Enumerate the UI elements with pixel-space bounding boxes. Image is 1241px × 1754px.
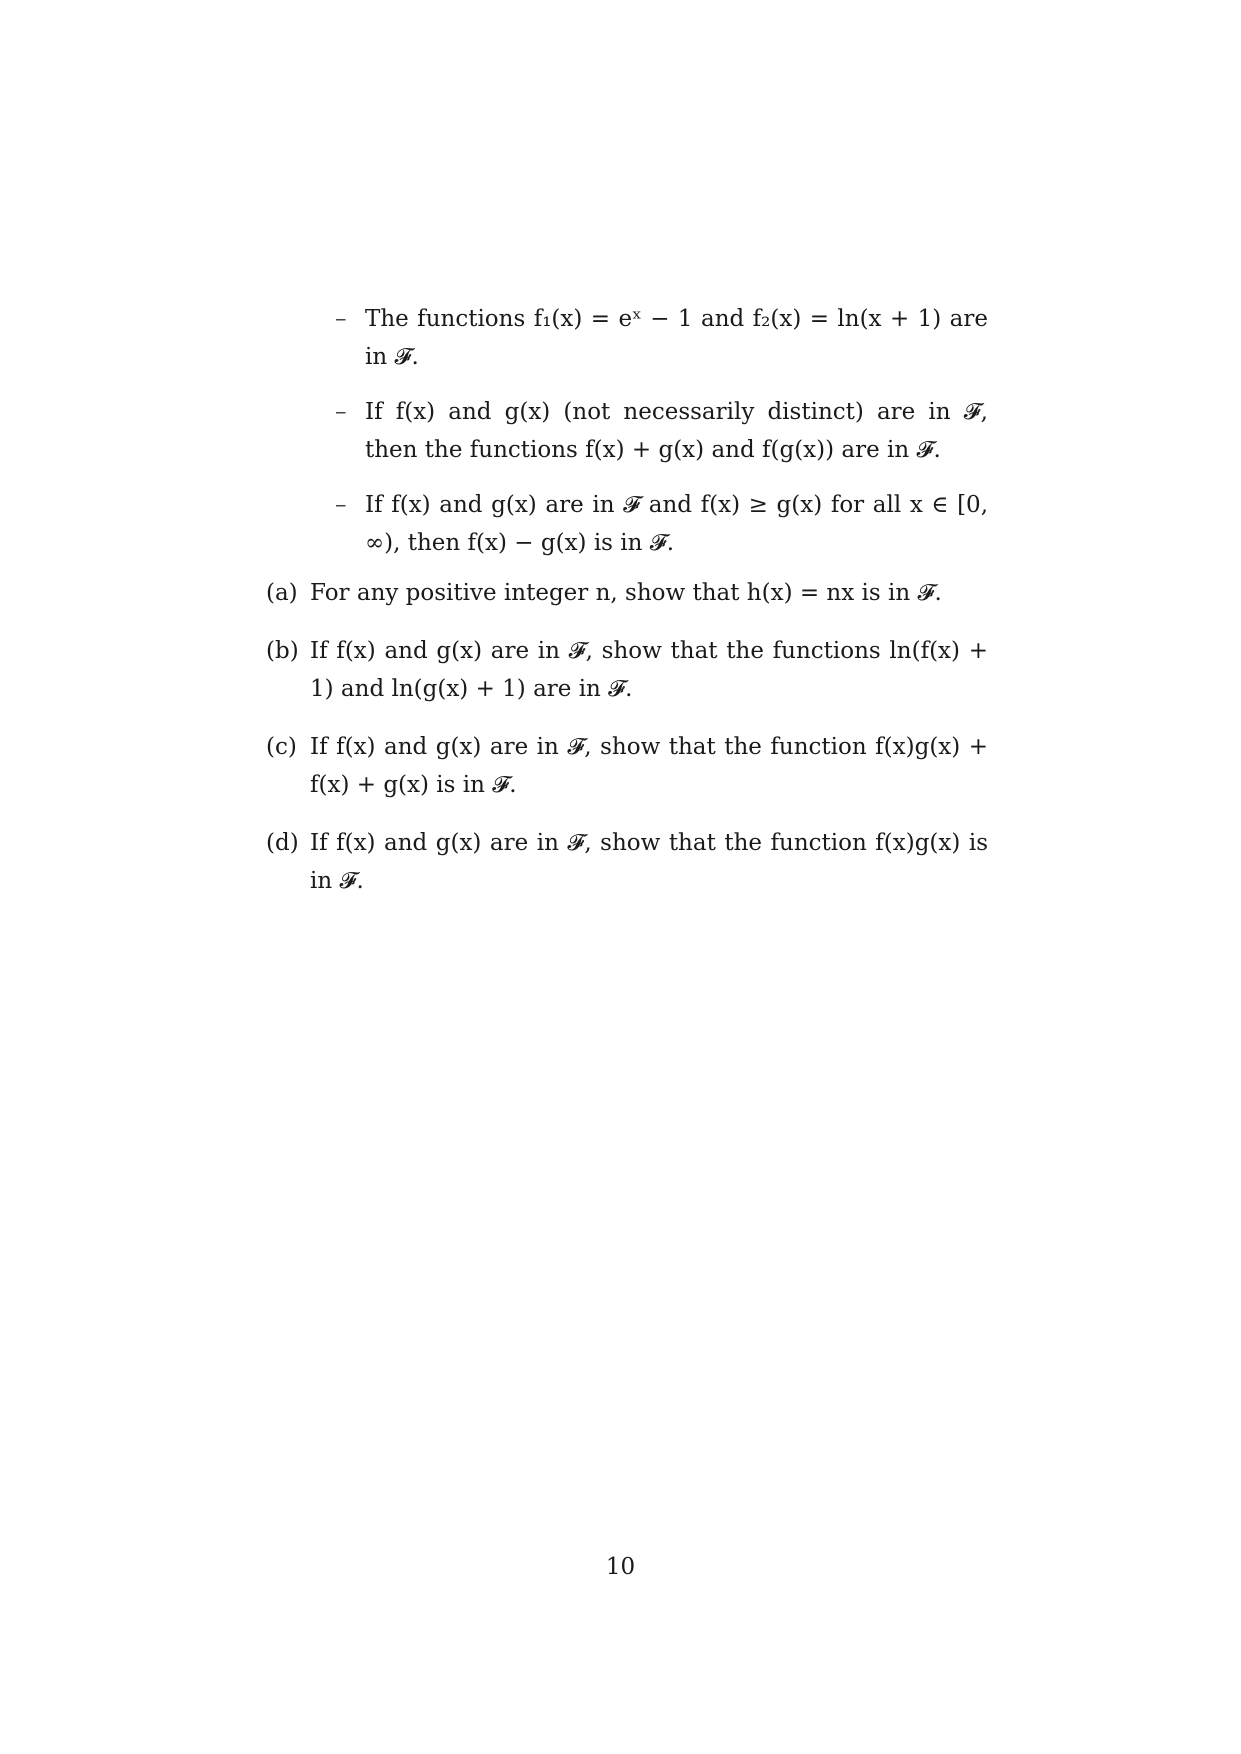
part-label: (d) bbox=[266, 830, 299, 856]
property-text: If f(x) and g(x) (not necessarily distinct) are in 𝓕, then the functions f(x) + g(x) and f(g(x)) are in 𝓕. bbox=[365, 399, 988, 463]
bullet-dash: – bbox=[335, 306, 347, 332]
property-text: If f(x) and g(x) are in 𝓕 and f(x) ≥ g(x) for all x ∈ [0, ∞), then f(x) − g(x) is in 𝓕. bbox=[365, 492, 988, 556]
bullet-dash: – bbox=[335, 492, 347, 518]
page-number: 10 bbox=[605, 1554, 636, 1580]
part-label: (b) bbox=[266, 638, 299, 664]
part-text: If f(x) and g(x) are in 𝓕, show that the function f(x)g(x) is in 𝓕. bbox=[310, 830, 988, 894]
property-item bbox=[335, 393, 988, 469]
property-list bbox=[335, 300, 988, 579]
property-item bbox=[335, 486, 988, 562]
part-text: If f(x) and g(x) are in 𝓕, show that the functions ln(f(x) + 1) and ln(g(x) + 1) are in 𝓕. bbox=[310, 638, 988, 702]
part-text: If f(x) and g(x) are in 𝓕, show that the function f(x)g(x) + f(x) + g(x) is in 𝓕. bbox=[310, 734, 988, 798]
property-text: The functions f₁(x) = eˣ − 1 and f₂(x) = ln(x + 1) are in 𝓕. bbox=[365, 306, 988, 370]
part-label: (a) bbox=[266, 580, 298, 606]
question-part-b bbox=[266, 632, 988, 708]
question-part-a bbox=[266, 574, 988, 612]
part-text: For any positive integer n, show that h(x) = nx is in 𝓕. bbox=[310, 580, 942, 606]
part-label: (c) bbox=[266, 734, 297, 760]
question-parts bbox=[266, 574, 988, 920]
question-part-c bbox=[266, 728, 988, 804]
question-part-d bbox=[266, 824, 988, 900]
bullet-dash: – bbox=[335, 399, 347, 425]
property-item bbox=[335, 300, 988, 376]
